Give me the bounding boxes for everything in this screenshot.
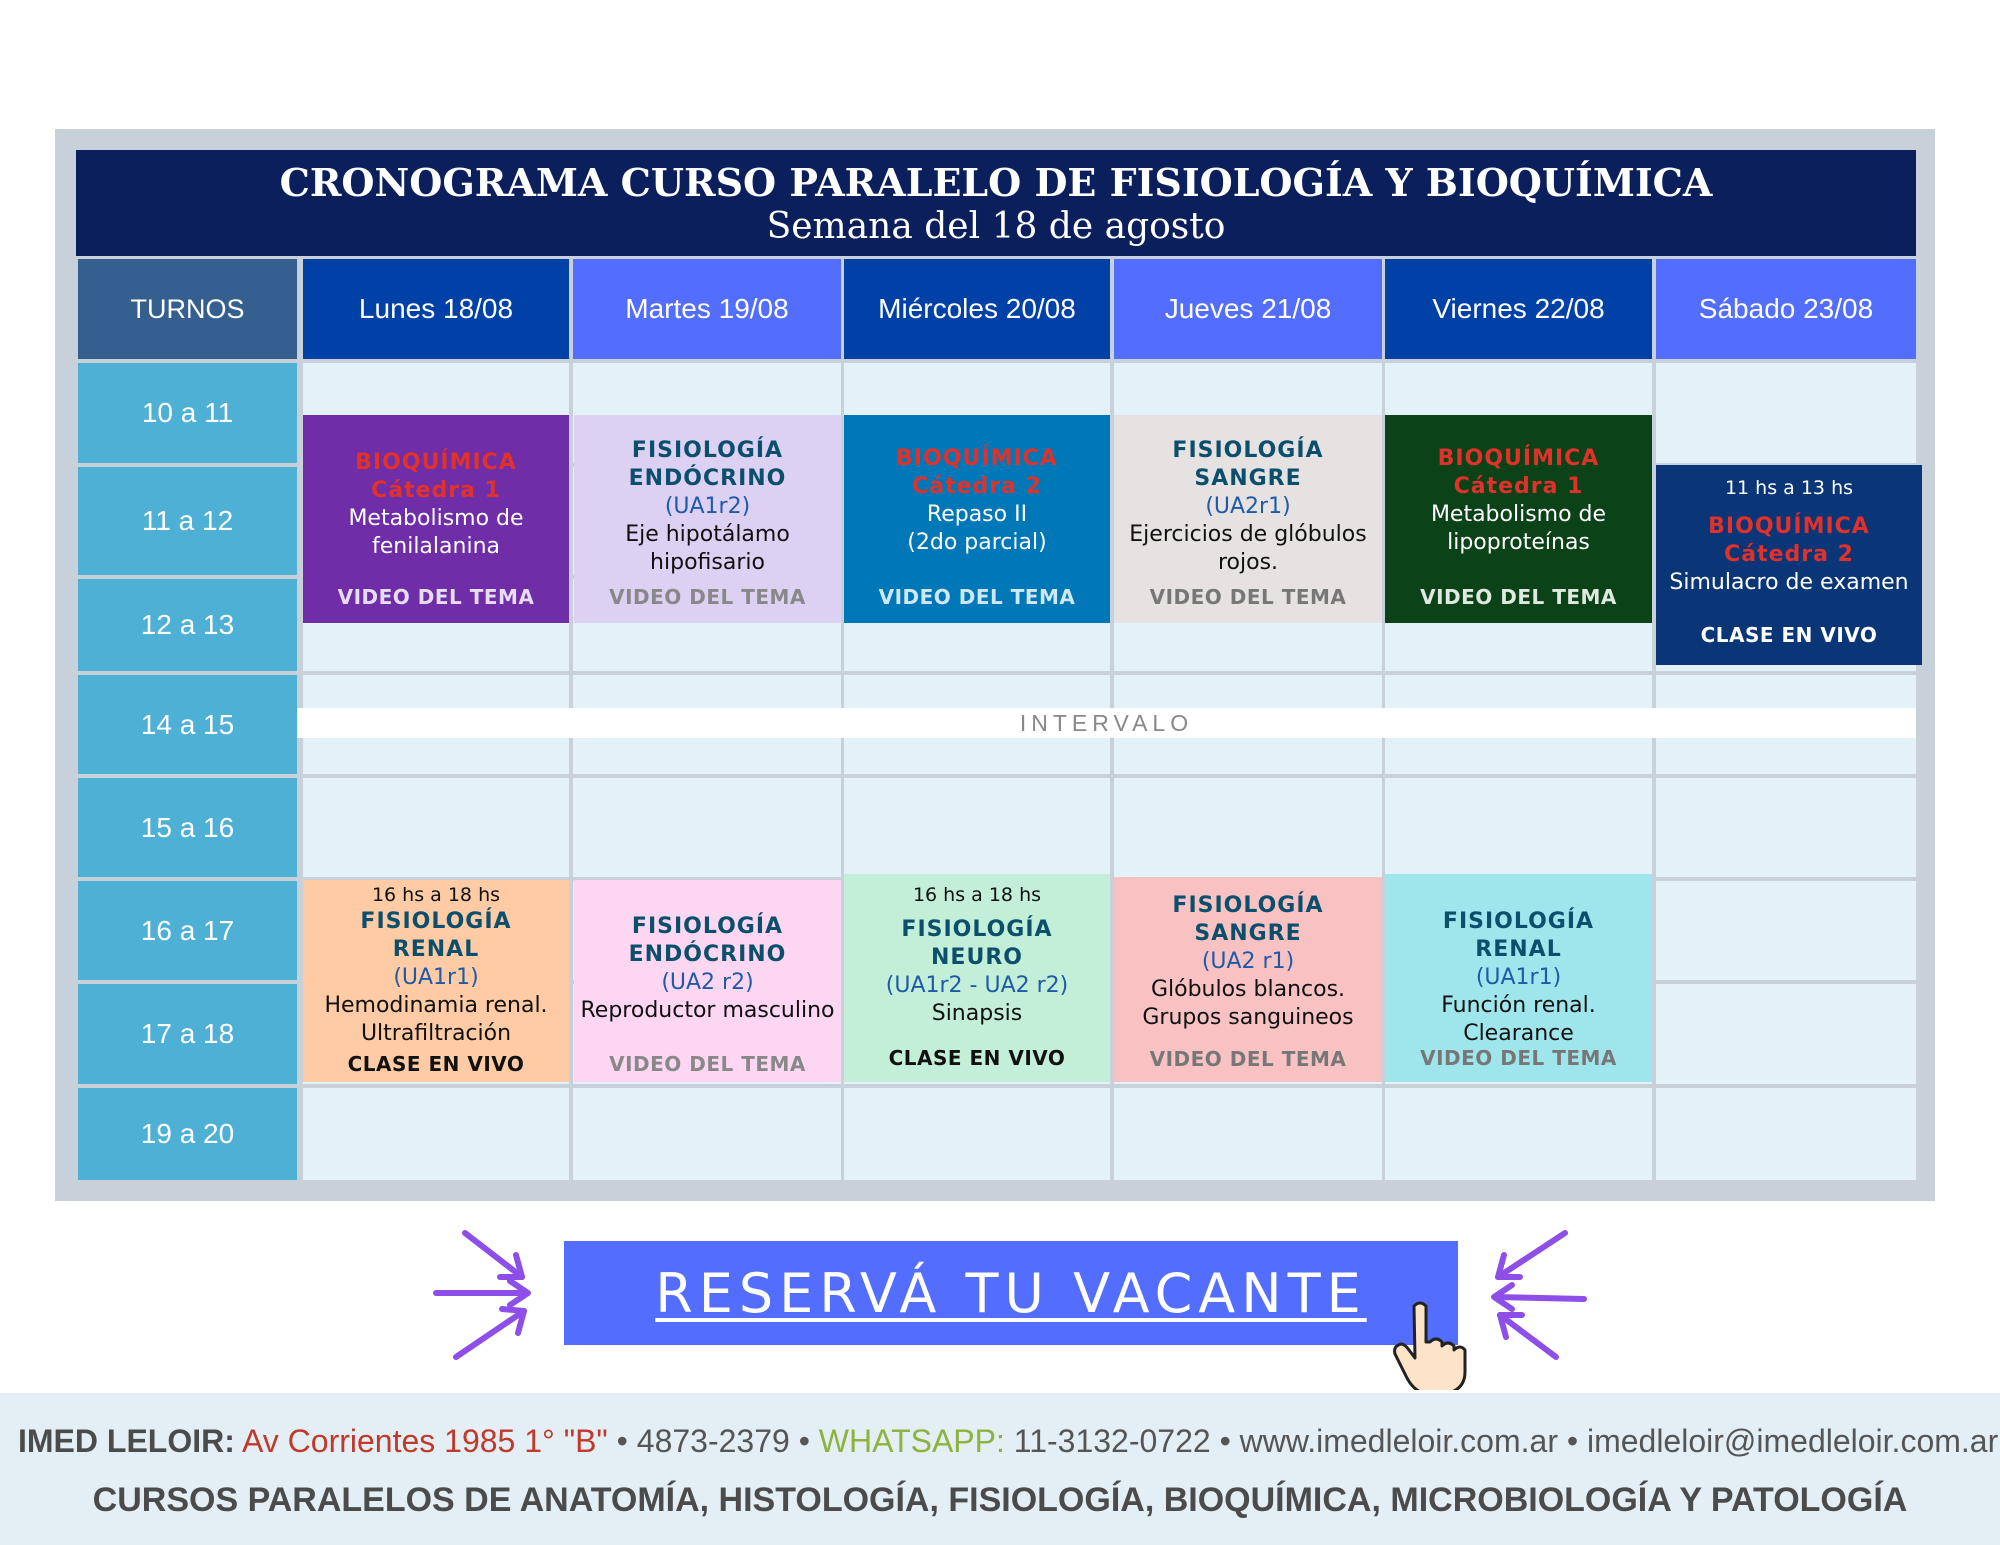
turno-16-17: 16 a 17: [78, 881, 297, 980]
block-code: (UA2r1): [1205, 494, 1291, 519]
block-text: hipofisario: [650, 550, 765, 575]
grid-cell: [1114, 778, 1382, 877]
grid-cell: [1385, 778, 1652, 877]
block-code: (UA2 r2): [661, 970, 754, 995]
block-detail: ENDÓCRINO: [628, 942, 787, 967]
block-detail: NEURO: [931, 945, 1023, 970]
block-footer: VIDEO DEL TEMA: [609, 585, 806, 609]
turno-19-20: 19 a 20: [78, 1088, 297, 1180]
block-text: Sinapsis: [931, 1001, 1023, 1026]
block-time: 11 hs a 13 hs: [1724, 477, 1854, 499]
block-text: Repaso II: [926, 502, 1028, 527]
reserve-button[interactable]: [564, 1241, 1458, 1345]
grid-cell: [1656, 778, 1916, 877]
reserve-button-label: RESERVÁ TU VACANTE: [655, 1261, 1367, 1325]
block-code: (UA1r1): [393, 965, 479, 990]
phone: • 4873-2379 •: [616, 1423, 810, 1459]
email-link[interactable]: imedleloir@imedleloir.com.ar: [1586, 1423, 1999, 1459]
block-subject: FISIOLOGÍA: [360, 909, 512, 934]
block-subject: FISIOLOGÍA: [631, 914, 784, 939]
block-footer: VIDEO DEL TEMA: [609, 1052, 806, 1076]
header-monday: Lunes 18/08: [303, 259, 569, 359]
grid-cell: [1656, 363, 1916, 463]
page-title: CRONOGRAMA CURSO PARALELO DE FISIOLOGÍA Y BIOQUÍMICA: [279, 160, 1713, 205]
whatsapp-label: WHATSAPP:: [818, 1423, 1005, 1459]
header-tuesday: Martes 19/08: [573, 259, 841, 359]
arrows-right-icon: [1480, 1225, 1590, 1365]
block-detail: Cátedra 2: [1724, 542, 1854, 567]
turno-15-16: 15 a 16: [78, 778, 297, 877]
grid-cell: [303, 778, 569, 877]
header-saturday: Sábado 23/08: [1656, 259, 1916, 359]
grid-cell: [1656, 984, 1916, 1084]
block-text: Hemodinamia renal.: [324, 993, 548, 1018]
block-detail: Cátedra 2: [912, 474, 1042, 499]
block-code: (UA1r2 - UA2 r2): [885, 973, 1069, 998]
class-block-tuesday-am: [574, 415, 841, 623]
block-detail: RENAL: [1475, 937, 1562, 962]
block-footer: VIDEO DEL TEMA: [1420, 1046, 1617, 1070]
header-turnos: TURNOS: [78, 259, 297, 359]
block-subject: BIOQUÍMICA: [896, 446, 1058, 471]
class-block-thursday-pm: [1114, 877, 1382, 1082]
class-block-friday-pm: [1385, 874, 1652, 1082]
page-subtitle: Semana del 18 de agosto: [766, 206, 1226, 247]
block-subject: BIOQUÍMICA: [355, 450, 517, 475]
brand-name: IMED LELOIR:: [18, 1423, 235, 1459]
block-code: (UA2 r1): [1201, 949, 1295, 974]
block-code: (UA1r1): [1475, 965, 1562, 990]
block-footer: VIDEO DEL TEMA: [878, 585, 1076, 609]
block-text: rojos.: [1217, 550, 1279, 575]
block-subject: FISIOLOGÍA: [901, 917, 1053, 942]
block-text: Metabolismo de: [1430, 502, 1607, 527]
arrows-left-icon: [430, 1225, 540, 1365]
block-footer: CLASE EN VIVO: [347, 1052, 525, 1076]
block-detail: ENDÓCRINO: [628, 466, 787, 491]
footer-bar: [0, 1393, 2000, 1545]
turno-14-15: 14 a 15: [78, 675, 297, 774]
header-thursday: Jueves 21/08: [1114, 259, 1382, 359]
turno-17-18: 17 a 18: [78, 984, 297, 1084]
block-text: Clearance: [1463, 1021, 1574, 1046]
grid-cell: [1385, 1088, 1652, 1180]
block-footer: VIDEO DEL TEMA: [337, 585, 535, 609]
block-detail: SANGRE: [1194, 921, 1302, 946]
class-block-monday-pm: [303, 880, 569, 1082]
class-block-saturday-am: [1656, 465, 1922, 665]
block-footer: VIDEO DEL TEMA: [1420, 585, 1617, 609]
block-footer: VIDEO DEL TEMA: [1149, 585, 1347, 609]
turno-12-13: 12 a 13: [78, 579, 297, 671]
block-detail: Cátedra 1: [371, 478, 501, 503]
class-block-tuesday-pm: [574, 880, 841, 1082]
schedule-title: [76, 150, 1916, 256]
grid-cell: [844, 778, 1110, 877]
block-time: 16 hs a 18 hs: [912, 884, 1042, 906]
interval-bar: INTERVALO: [297, 708, 1916, 738]
class-block-monday-am: [303, 415, 569, 623]
block-detail: SANGRE: [1194, 466, 1302, 491]
grid-cell: [1656, 1088, 1916, 1180]
grid-cell: [1114, 1088, 1382, 1180]
class-block-wednesday-pm: [844, 874, 1110, 1082]
block-subject: BIOQUÍMICA: [1437, 446, 1600, 471]
website-link[interactable]: www.imedleloir.com.ar •: [1239, 1423, 1579, 1459]
block-text: Glóbulos blancos.: [1150, 977, 1346, 1002]
block-text: Reproductor masculino: [580, 998, 835, 1023]
header-friday: Viernes 22/08: [1385, 259, 1652, 359]
grid-cell: [573, 1088, 841, 1180]
block-text: lipoproteínas: [1447, 530, 1590, 555]
block-subject: FISIOLOGÍA: [1172, 438, 1324, 463]
block-detail: Cátedra 1: [1453, 474, 1584, 499]
pointing-hand-icon: [1392, 1298, 1472, 1390]
contact-line: [18, 1423, 1998, 1460]
grid-cell: [303, 1088, 569, 1180]
grid-cell: [1656, 881, 1916, 980]
class-block-wednesday-am: [844, 415, 1110, 623]
block-text: Eje hipotálamo: [625, 522, 790, 547]
block-text: Función renal.: [1441, 993, 1596, 1018]
block-subject: BIOQUÍMICA: [1708, 514, 1870, 539]
courses-line: CURSOS PARALELOS DE ANATOMÍA, HISTOLOGÍA, FISIOLOGÍA, BIOQUÍMICA, MICROBIOLOGÍA Y PATOLOGÍA: [92, 1481, 1908, 1519]
block-text: Ultrafiltración: [360, 1021, 512, 1046]
block-footer: CLASE EN VIVO: [1700, 623, 1878, 647]
header-wednesday: Miércoles 20/08: [844, 259, 1110, 359]
block-subject: FISIOLOGÍA: [1442, 909, 1595, 934]
block-text: Metabolismo de: [348, 506, 524, 531]
grid-cell: [844, 1088, 1110, 1180]
block-text: (2do parcial): [907, 530, 1047, 555]
block-footer: VIDEO DEL TEMA: [1149, 1047, 1347, 1071]
grid-cell: [573, 778, 841, 877]
address: Av Corrientes 1985 1° "B": [242, 1423, 608, 1459]
block-subject: FISIOLOGÍA: [631, 438, 784, 463]
block-time: 16 hs a 18 hs: [371, 884, 501, 906]
block-code: (UA1r2): [664, 494, 751, 519]
block-text: Grupos sanguineos: [1142, 1005, 1354, 1030]
block-text: Simulacro de examen: [1669, 570, 1909, 595]
block-text: fenilalanina: [371, 534, 500, 559]
turno-10-11: 10 a 11: [78, 363, 297, 463]
block-detail: RENAL: [392, 937, 480, 962]
block-footer: CLASE EN VIVO: [888, 1046, 1066, 1070]
class-block-thursday-am: [1114, 415, 1382, 623]
class-block-friday-am: [1385, 415, 1652, 623]
block-subject: FISIOLOGÍA: [1172, 893, 1324, 918]
whatsapp-number: 11-3132-0722 •: [1013, 1423, 1231, 1459]
turno-11-12: 11 a 12: [78, 467, 297, 575]
block-text: Ejercicios de glóbulos: [1129, 522, 1367, 547]
